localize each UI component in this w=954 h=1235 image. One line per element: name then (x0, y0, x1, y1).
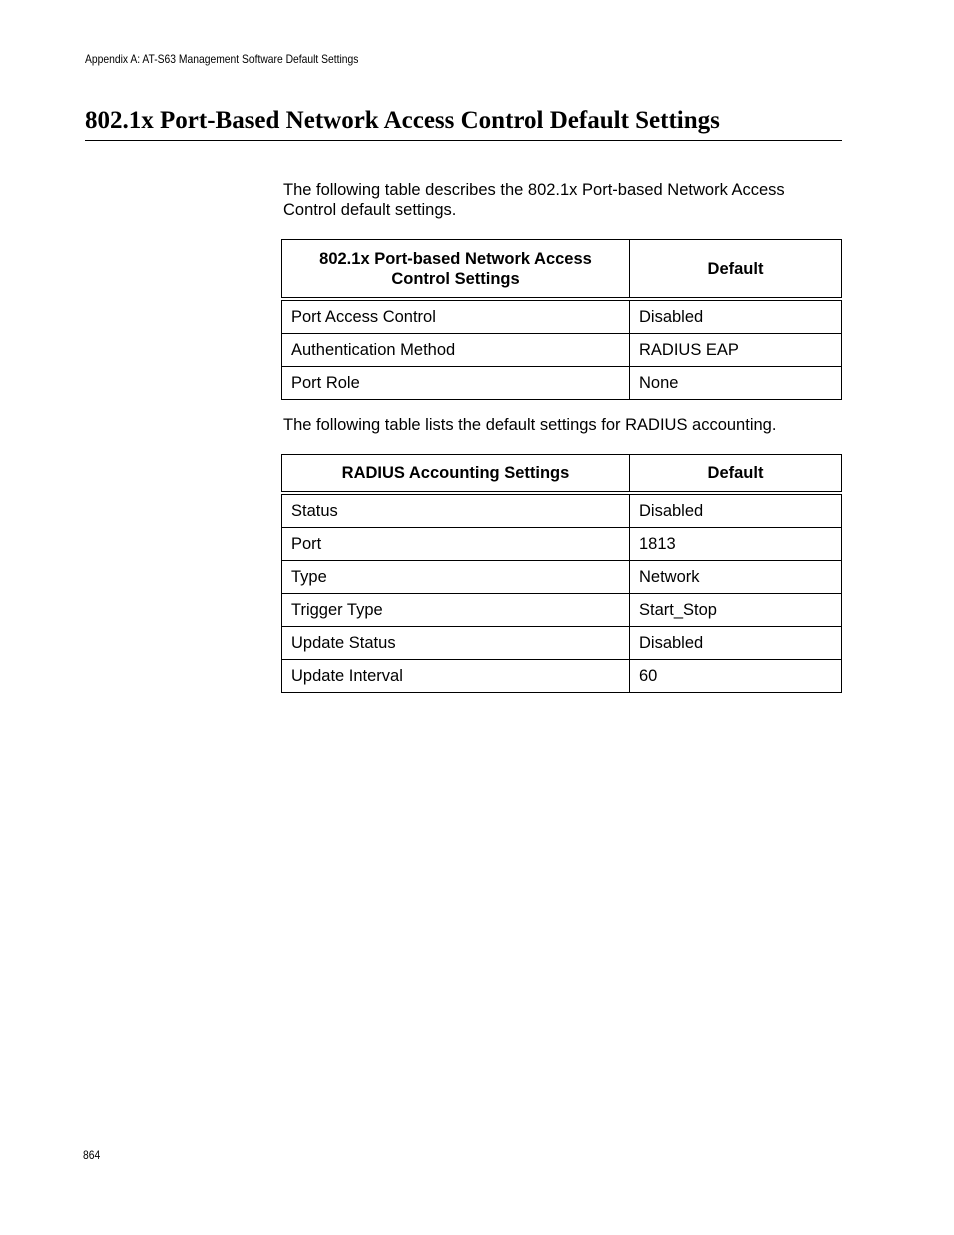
table-header-row (282, 455, 842, 494)
column-header-setting: RADIUS Accounting Settings (282, 455, 630, 494)
table-row (282, 334, 842, 367)
table-row (282, 660, 842, 693)
setting-cell: Port Role (282, 367, 630, 400)
radius-accounting-defaults-table (281, 454, 842, 693)
intro-paragraph-radius: The following table lists the default settings for RADIUS accounting. (283, 416, 777, 434)
default-cell: None (630, 367, 842, 400)
setting-cell: Type (282, 561, 630, 594)
setting-cell: Authentication Method (282, 334, 630, 367)
table-row (282, 493, 842, 528)
setting-cell: Update Interval (282, 660, 630, 693)
default-cell: Disabled (630, 627, 842, 660)
table-row (282, 627, 842, 660)
table-row (282, 594, 842, 627)
section-title: 802.1x Port-Based Network Access Control Default Settings (85, 106, 842, 141)
table-header-row (282, 240, 842, 300)
default-cell: Disabled (630, 493, 842, 528)
setting-cell: Trigger Type (282, 594, 630, 627)
default-cell: Start_Stop (630, 594, 842, 627)
table-row (282, 561, 842, 594)
table-row (282, 299, 842, 334)
column-header-default: Default (630, 240, 842, 300)
setting-cell: Port (282, 528, 630, 561)
page-number: 864 (83, 1148, 101, 1162)
setting-cell: Port Access Control (282, 299, 630, 334)
running-header: Appendix A: AT-S63 Management Software Default Settings (85, 52, 359, 66)
setting-cell: Status (282, 493, 630, 528)
default-cell: Disabled (630, 299, 842, 334)
default-cell: 60 (630, 660, 842, 693)
setting-cell: Update Status (282, 627, 630, 660)
column-header-default: Default (630, 455, 842, 494)
column-header-setting: 802.1x Port-based Network Access Control Settings (282, 240, 630, 300)
table-row (282, 367, 842, 400)
table-row (282, 528, 842, 561)
port-access-defaults-table (281, 239, 842, 400)
default-cell: 1813 (630, 528, 842, 561)
default-cell: RADIUS EAP (630, 334, 842, 367)
intro-paragraph-port-access: The following table describes the 802.1x Port-based Network Access Control default settings. (283, 181, 785, 219)
default-cell: Network (630, 561, 842, 594)
